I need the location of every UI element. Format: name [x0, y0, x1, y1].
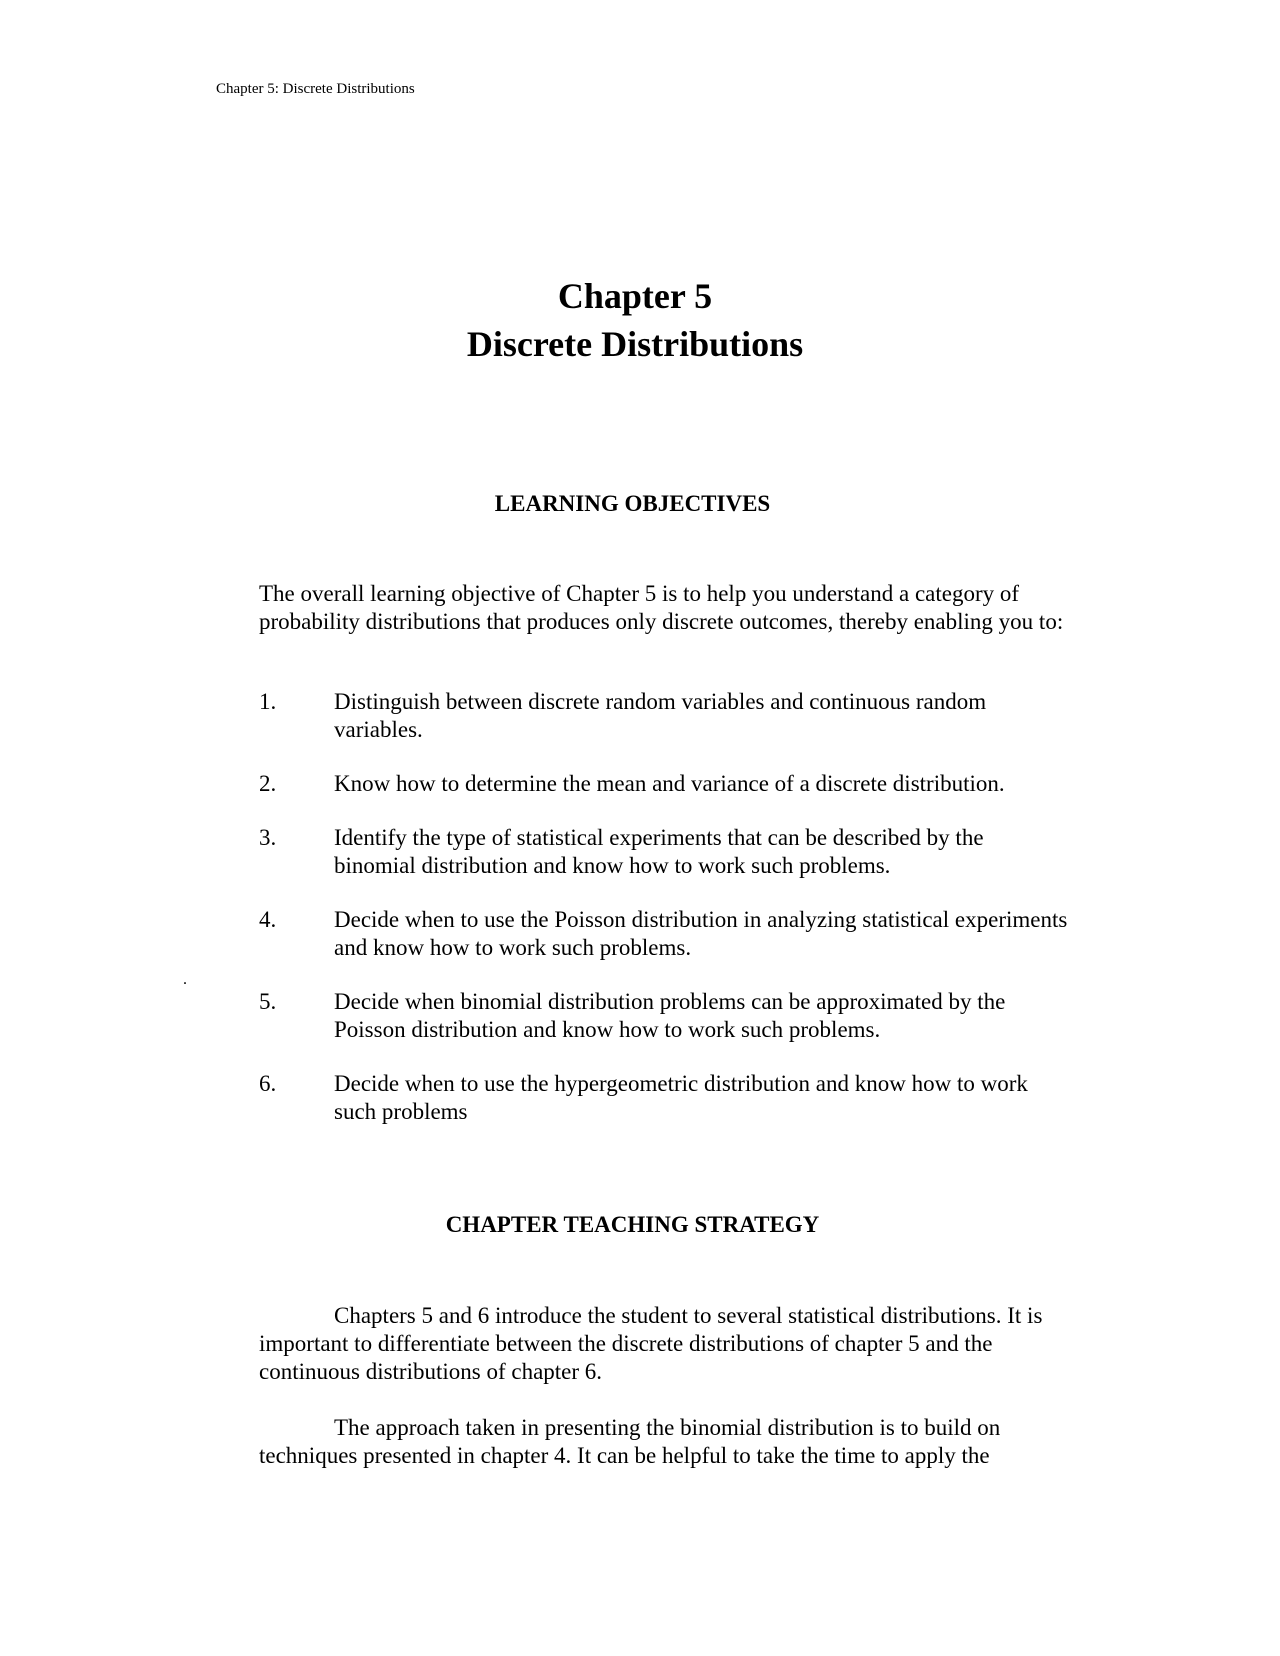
objectives-intro: The overall learning objective of Chapter 5 is to help you understand a category of probability distributions that produces only discrete outcomes, thereby enabling you to:: [259, 581, 1064, 634]
learning-objectives-heading: LEARNING OBJECTIVES: [494, 491, 771, 516]
chapter-title: [0, 272, 1270, 368]
running-header: Chapter 5: Discrete Distributions: [216, 81, 415, 97]
list-item: [259, 1070, 1069, 1126]
list-item-text: Identify the type of statistical experiments that can be described by the binomial distribution and know how to work such problems.: [334, 825, 984, 878]
list-item-number: 4.: [259, 907, 277, 932]
list-item: [259, 906, 1069, 962]
objectives-list: [259, 688, 1069, 1152]
list-item: [259, 770, 1069, 798]
list-item-number: 3.: [259, 825, 277, 850]
list-item: [259, 988, 1069, 1044]
strategy-paragraph-2: The approach taken in presenting the binomial distribution is to build on techniques presented in chapter 4. It can be helpful to take the time to apply the: [259, 1415, 1001, 1468]
list-item-text: Know how to determine the mean and variance of a discrete distribution.: [334, 771, 1005, 796]
list-item-number: 1.: [259, 689, 277, 714]
margin-mark: .: [183, 971, 187, 988]
chapter-subtitle: Discrete Distributions: [466, 324, 804, 364]
list-item-number: 2.: [259, 771, 277, 796]
list-item-text: Decide when to use the Poisson distribution in analyzing statistical experiments and know how to work such problems.: [334, 907, 1068, 960]
list-item-text: Decide when to use the hypergeometric distribution and know how to work such problems: [334, 1071, 1028, 1124]
list-item: [259, 688, 1069, 744]
list-item: [259, 824, 1069, 880]
strategy-paragraph-1: Chapters 5 and 6 introduce the student to several statistical distributions. It is important to differentiate between the discrete distributions of chapter 5 and the continuous distributions of chapter 6.: [259, 1303, 1043, 1384]
list-item-text: Distinguish between discrete random variables and continuous random variables.: [334, 689, 987, 742]
chapter-number: Chapter 5: [557, 276, 713, 316]
list-item-number: 5.: [259, 989, 277, 1014]
list-item-number: 6.: [259, 1071, 277, 1096]
list-item-text: Decide when binomial distribution problems can be approximated by the Poisson distribution and know how to work such problems.: [334, 989, 1006, 1042]
teaching-strategy-heading: CHAPTER TEACHING STRATEGY: [445, 1212, 820, 1237]
